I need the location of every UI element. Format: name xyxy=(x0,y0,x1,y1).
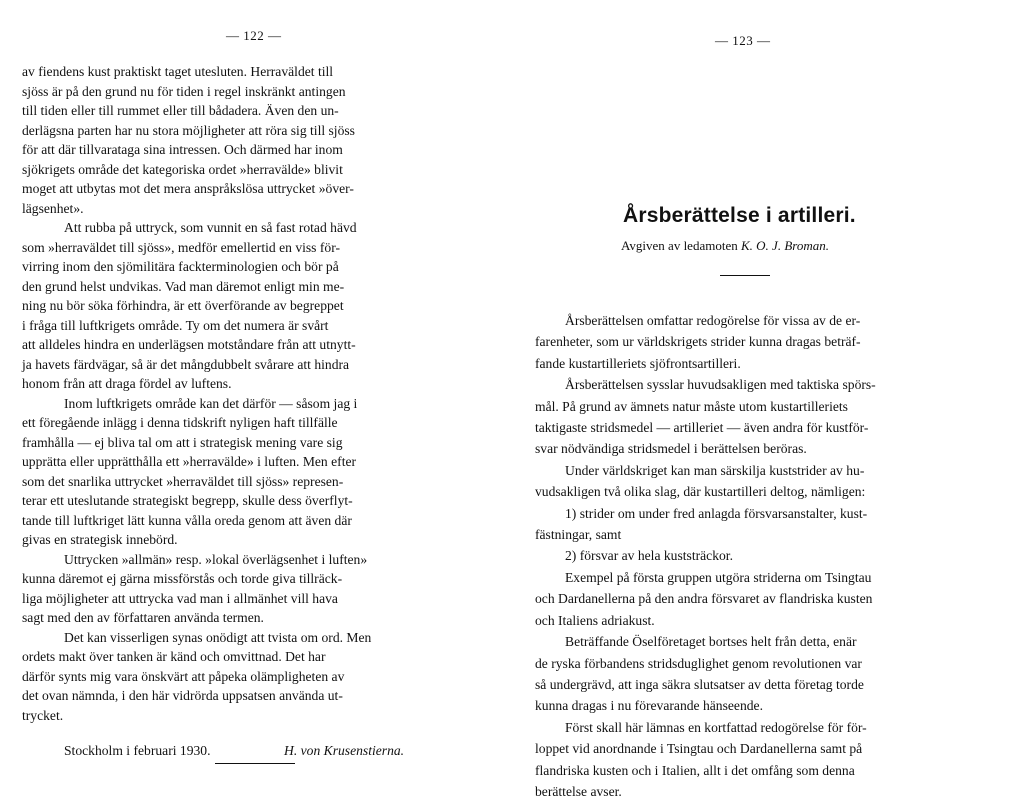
text-line: trycket. xyxy=(22,707,64,723)
text-line: sjöss är på den grund nu för tiden i regel inskränkt antingen xyxy=(22,83,346,99)
text-line: ja havets färdvägar, så är det mångdubbelt svårare att hindra xyxy=(22,356,350,372)
text-line: Det kan visserligen synas onödigt att tvista om ord. Men xyxy=(64,629,372,645)
text-line: mål. På grund av ämnets natur måste utom kustartilleriets xyxy=(535,398,848,414)
article-subtitle xyxy=(621,238,829,254)
text-line: terar ett uteslutande strategiskt begrepp, skulle dess överflyt- xyxy=(22,493,353,508)
text-line: berättelse avser. xyxy=(535,783,622,799)
text-line: upprätta eller upprätthålla ett »herravälde» i luften. Men efter xyxy=(22,454,357,469)
article-title: Årsberättelse i artilleri. xyxy=(623,204,856,227)
bottom-rule xyxy=(215,763,295,764)
left-page-text xyxy=(22,62,474,725)
text-line: för att där tillvarataga sina intressen. Och därmed har inom xyxy=(22,142,343,157)
text-line: fästningar, samt xyxy=(535,527,622,543)
text-line: Inom luftkrigets område kan det därför — såsom jag i xyxy=(64,395,358,411)
text-line: till tiden eller till rummet eller till bådadera. Även den un- xyxy=(22,103,339,118)
text-line: sagt med den av författaren använda termen. xyxy=(22,610,264,625)
text-line: loppet vid anordnande i Tsingtau och Dardanellerna samt på xyxy=(535,741,863,757)
text-line: taktigaste stridsmedel — artilleriet — även andra för kustför- xyxy=(535,420,869,436)
text-line: lägsenhet». xyxy=(22,200,84,216)
text-line: Under världskriget kan man särskilja kuststrider av hu- xyxy=(565,462,865,478)
text-line: ett föregående inlägg i denna tidskrift nyligen haft tillfälle xyxy=(22,415,338,430)
text-line: 2) försvar av hela kuststräckor. xyxy=(565,548,733,564)
signature-name: H. von Krusenstierna. xyxy=(284,743,405,758)
subtitle-author: K. O. J. Broman. xyxy=(740,238,829,253)
text-line: som »herraväldet till sjöss», medför emellertid en viss för- xyxy=(22,239,340,255)
left-page-number: — 122 — xyxy=(226,28,282,43)
text-line: givas en strategisk innebörd. xyxy=(22,532,178,547)
text-line: moget att utbytas mot det mera anspråkslösa uttrycket »över- xyxy=(22,181,354,196)
signature-row xyxy=(22,741,474,761)
text-line: de ryska förbandens stridsduglighet genom revolutionen var xyxy=(535,655,862,671)
text-line: kunna dragas i nu förevarande hänseende. xyxy=(535,698,763,714)
text-line: i fråga till luftkrigets område. Ty om det numera är svårt xyxy=(22,317,329,333)
text-line: framhålla — ej bliva tal om att i strategisk mening vare sig xyxy=(22,434,343,450)
text-line: Beträffande Öselföretaget bortses helt från detta, enär xyxy=(565,634,857,650)
text-line: att alldeles hindra en underlägsen motståndare från att utnytt- xyxy=(22,337,356,352)
text-line: kunna däremot ej gärna missförstås och torde giva tillräck- xyxy=(22,571,343,586)
text-line: Exempel på första gruppen utgöra striderna om Tsingtau xyxy=(565,569,872,585)
right-page-number: — 123 — xyxy=(715,33,771,48)
text-line: Årsberättelsen sysslar huvudsakligen med taktiska spörs- xyxy=(565,377,876,393)
right-page-text xyxy=(535,310,985,802)
text-line: virring inom den sjömilitära fackterminologien och bör på xyxy=(22,259,339,274)
text-line: sjökrigets område det kategoriska ordet »herravälde» blivit xyxy=(22,161,343,177)
text-line: svar nödvändiga stridsmedel i berättelsen beröras. xyxy=(535,441,807,457)
text-line: tande till luftkriget lätt kunna vålla oreda genom att även där xyxy=(22,512,352,528)
text-line: vudsakligen två olika slag, där kustartilleri deltog, nämligen: xyxy=(535,484,866,500)
text-line: den grund helst undvikas. Vad man däremot enligt min me- xyxy=(22,278,345,294)
text-line: ning nu bör söka förhindra, är ett överförande av begreppet xyxy=(22,298,344,313)
text-line: flandriska kusten och i Italien, allt i det omfång som denna xyxy=(535,762,855,778)
left-page-body xyxy=(22,62,474,761)
text-line: honom från att draga fördel av luftens. xyxy=(22,376,232,391)
text-line: ordets makt över tanken är känd och omvittnad. Det har xyxy=(22,649,326,664)
text-line: Att rubba på uttryck, som vunnit en så fast rotad hävd xyxy=(64,220,357,235)
text-line: och Italiens adriakust. xyxy=(535,612,655,628)
subtitle-prefix: Avgiven av ledamoten xyxy=(621,238,738,253)
text-line: av fiendens kust praktiskt taget utesluten. Herraväldet till xyxy=(22,64,334,79)
text-line: Uttrycken »allmän» resp. »lokal överlägsenhet i luften» xyxy=(64,551,368,567)
title-rule xyxy=(720,275,770,276)
text-line: därför synts mig vara önskvärt att påpeka olämpligheten av xyxy=(22,668,345,684)
text-line: och Dardanellerna på den andra försvaret av flandriska kusten xyxy=(535,591,873,607)
text-line: 1) strider om under fred anlagda försvarsanstalter, kust- xyxy=(565,505,868,521)
text-line: som det snarlika uttrycket »herraväldet till sjöss» represen- xyxy=(22,473,344,489)
text-line: Först skall här lämnas en kortfattad redogörelse för för- xyxy=(565,719,867,735)
text-line: farenheter, som ur världskrigets strider kunna dragas beträf- xyxy=(535,334,861,350)
text-line: derlägsna parten har nu stora möjligheter att röra sig till sjöss xyxy=(22,122,355,138)
text-line: fande kustartilleriets sjöfrontsartilleri. xyxy=(535,355,741,371)
text-line: liga möjligheter att uttrycka vad man i allmänhet vill hava xyxy=(22,590,338,606)
text-line: så undergrävd, att inga säkra slutsatser av detta företag torde xyxy=(535,676,864,692)
text-line: det ovan nämnda, i den här vidrörda uppsatsen använda ut- xyxy=(22,688,343,703)
text-line: Årsberättelsen omfattar redogörelse för vissa av de er- xyxy=(565,313,861,328)
signature-place-date: Stockholm i februari 1930. xyxy=(64,743,211,758)
